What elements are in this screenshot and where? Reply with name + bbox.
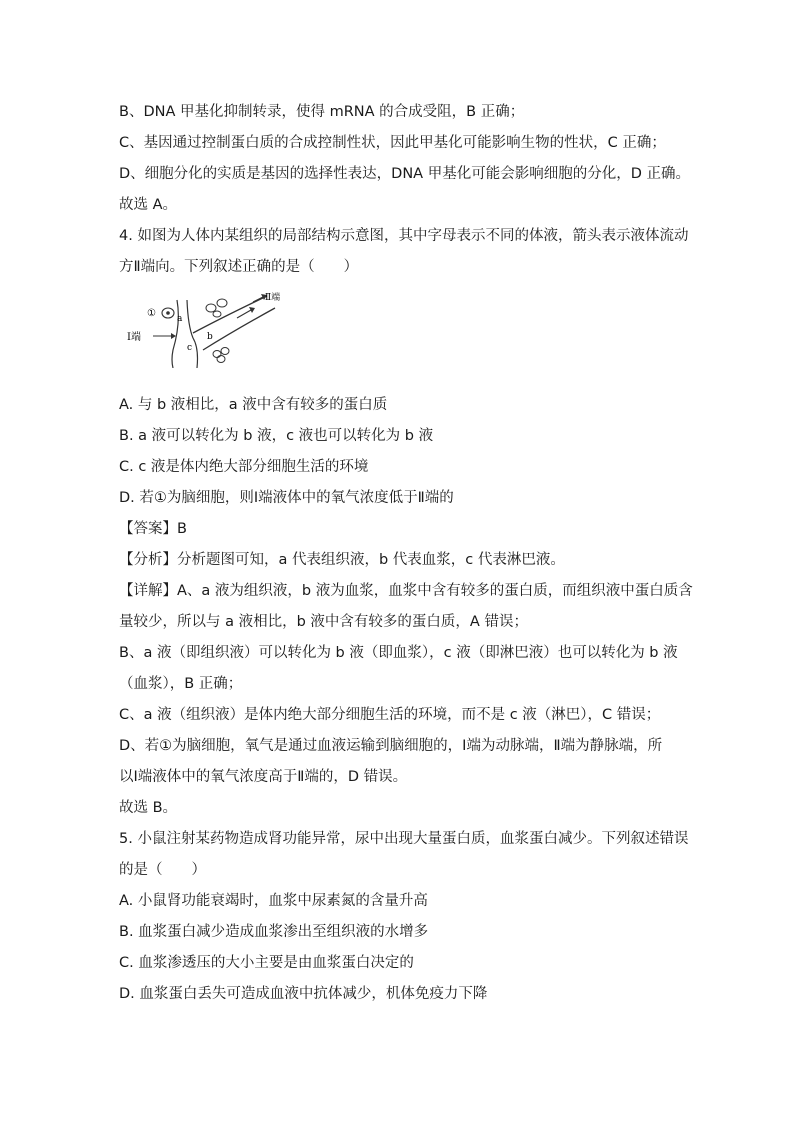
cell-nucleus xyxy=(166,311,170,315)
text-line-1: B、DNA 甲基化抑制转录，使得 mRNA 的合成受阻，B 正确； xyxy=(119,104,525,120)
tissue-structure-figure xyxy=(125,288,295,368)
blood-cell xyxy=(217,356,225,363)
flow-arrow-capillary xyxy=(237,310,251,318)
option-b: B. a 液可以转化为 b 液，c 液也可以转化为 b 液 xyxy=(119,428,434,444)
detail-line-7: 以Ⅰ端液体中的氧气浓度高于Ⅱ端的，D 错误。 xyxy=(119,769,408,785)
q5-option-c: C. 血浆渗透压的大小主要是由血浆蛋白决定的 xyxy=(119,955,414,971)
q5-option-b: B. 血浆蛋白减少造成血浆渗出至组织液的水增多 xyxy=(119,924,429,940)
end-one-label: Ⅰ端 xyxy=(127,332,141,343)
capillary-lower-wall xyxy=(203,308,275,350)
question-4-stem-line-2: 方Ⅱ端向。下列叙述正确的是（ ） xyxy=(119,259,359,275)
cell-label: ① xyxy=(147,308,156,319)
detail-line-6: D、若①为脑细胞，氧气是通过血液运输到脑细胞的，Ⅰ端为动脉端，Ⅱ端为静脉端，所 xyxy=(119,738,663,754)
question-5-stem-line-2: 的是（ ） xyxy=(119,862,206,878)
lymph-vessel-right-wall xyxy=(187,300,198,368)
label-b: b xyxy=(207,332,213,342)
arrowhead-icon xyxy=(171,333,176,339)
q5-option-d: D. 血浆蛋白丢失可造成血液中抗体减少，机体免疫力下降 xyxy=(119,986,488,1002)
question-5-stem-line-1: 5. 小鼠注射某药物造成肾功能异常，尿中出现大量蛋白质，血浆蛋白减少。下列叙述错误 xyxy=(119,831,689,847)
blood-cell xyxy=(221,348,229,355)
blood-cell xyxy=(213,351,221,358)
blood-cell xyxy=(217,299,227,307)
detail-line-5: C、a 液（组织液）是体内绝大部分细胞生活的环境，而不是 c 液（淋巴），C 错误； xyxy=(119,707,661,723)
blood-cell xyxy=(213,311,221,317)
label-a: a xyxy=(177,314,183,324)
analysis-text: 【分析】分析题图可知，a 代表组织液，b 代表血浆，c 代表淋巴液。 xyxy=(119,552,565,568)
detail-line-1: 【详解】A、a 液为组织液，b 液为血浆，血浆中含有较多的蛋白质，而组织液中蛋白质含 xyxy=(119,583,693,599)
blood-cell xyxy=(206,304,216,312)
detail-line-4: （血浆），B 正确； xyxy=(119,676,243,692)
question-4-stem-line-1: 4. 如图为人体内某组织的局部结构示意图，其中字母表示不同的体液，箭头表示液体流动 xyxy=(119,228,689,244)
option-a: A. 与 b 液相比，a 液中含有较多的蛋白质 xyxy=(119,397,388,413)
label-c: c xyxy=(187,343,193,353)
answer-label: 【答案】B xyxy=(119,521,187,537)
option-d: D. 若①为脑细胞，则Ⅰ端液体中的氧气浓度低于Ⅱ端的 xyxy=(119,490,454,506)
capillary-upper-wall xyxy=(193,296,267,333)
detail-line-3: B、a 液（即组织液）可以转化为 b 液（即血浆），c 液（即淋巴液）也可以转化为 b 液 xyxy=(119,645,678,661)
detail-line-2: 量较少，所以与 a 液相比，b 液中含有较多的蛋白质，A 错误； xyxy=(119,614,528,630)
text-line-2: C、基因通过控制蛋白质的合成控制性状，因此甲基化可能影响生物的性状，C 正确； xyxy=(119,135,666,151)
option-c: C. c 液是体内绝大部分细胞生活的环境 xyxy=(119,459,369,475)
text-line-3: D、细胞分化的实质是基因的选择性表达，DNA 甲基化可能会影响细胞的分化，D 正确。 xyxy=(119,166,690,182)
q5-option-a: A. 小鼠肾功能衰竭时，血浆中尿素氮的含量升高 xyxy=(119,893,428,909)
text-line-4: 故选 A。 xyxy=(119,197,178,213)
conclusion-text: 故选 B。 xyxy=(119,800,178,816)
flow-arrow-out xyxy=(253,297,263,302)
end-two-label: Ⅱ端 xyxy=(265,293,281,303)
